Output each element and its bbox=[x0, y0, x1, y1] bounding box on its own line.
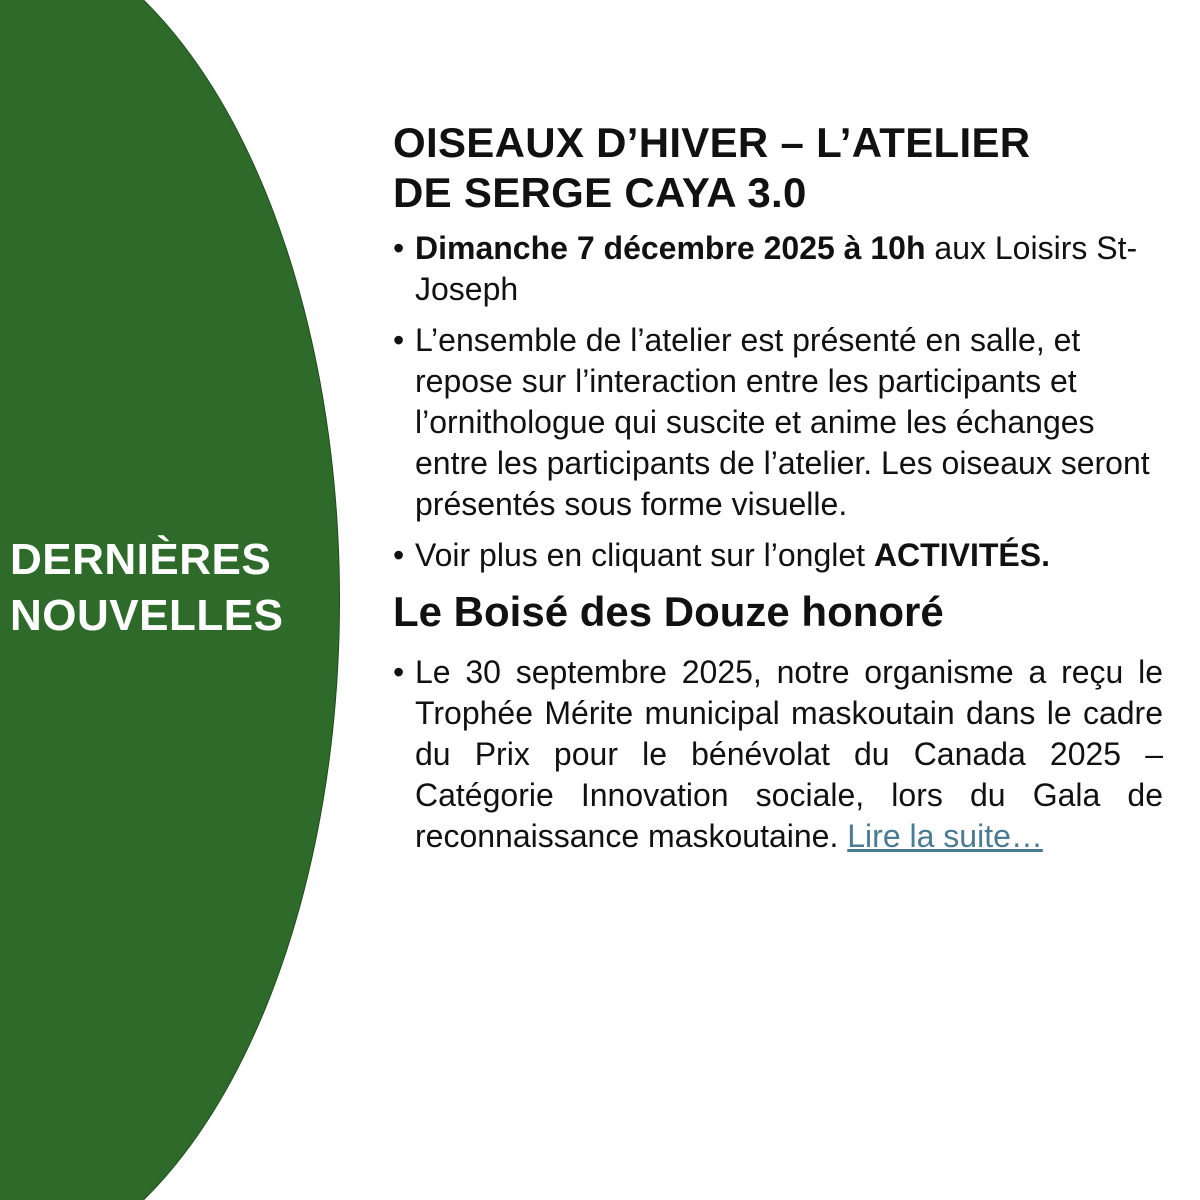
article1-title-line2: DE SERGE CAYA 3.0 bbox=[393, 169, 807, 216]
section-label-line2: NOUVELLES bbox=[10, 591, 284, 640]
article1-title bbox=[393, 118, 1163, 218]
news-content bbox=[393, 118, 1163, 867]
bullet-text bbox=[415, 652, 1163, 857]
article2-bullet bbox=[393, 652, 1163, 857]
award-description: Le 30 septembre 2025, notre organisme a reçu le Trophée Mérite municipal maskoutain dans le cadre du Prix pour le bénévolat du Canada 2025 – Catégorie Innovation sociale, lors du Gala de reconnaissance maskoutaine. bbox=[415, 654, 1163, 854]
article1-bullet-date bbox=[393, 228, 1163, 310]
event-location: aux Loisirs St-Joseph bbox=[415, 230, 1138, 307]
event-date: Dimanche 7 décembre 2025 à 10h bbox=[415, 230, 926, 266]
bullet-text bbox=[415, 535, 1163, 576]
see-more-text: Voir plus en cliquant sur l’onglet bbox=[415, 537, 874, 573]
article1-title-line1: OISEAUX D’HIVER – L’ATELIER bbox=[393, 119, 1031, 166]
event-description: L’ensemble de l’atelier est présenté en salle, et repose sur l’interaction entre les participants et l’ornithologue qui suscite et anime les échanges entre les participants de l’atelier. Les oiseaux seront présentés sous forme visuelle. bbox=[415, 322, 1150, 522]
activities-tab-reference: ACTIVITÉS. bbox=[873, 537, 1050, 573]
bullet-dot-icon: • bbox=[393, 322, 405, 358]
bullet-dot-icon: • bbox=[393, 230, 405, 266]
article2-title: Le Boisé des Douze honoré bbox=[393, 588, 944, 635]
article1-bullet-description bbox=[393, 320, 1163, 525]
article2-bullet-list bbox=[393, 652, 1163, 857]
article1-bullet-list bbox=[393, 228, 1163, 576]
bullet-dot-icon: • bbox=[393, 537, 405, 573]
section-label-line1: DERNIÈRES bbox=[10, 535, 272, 584]
bullet-text bbox=[415, 228, 1163, 310]
section-label bbox=[10, 532, 330, 644]
read-more-link[interactable]: Lire la suite… bbox=[847, 818, 1043, 854]
article1-bullet-more bbox=[393, 535, 1163, 576]
bullet-dot-icon: • bbox=[393, 654, 405, 690]
